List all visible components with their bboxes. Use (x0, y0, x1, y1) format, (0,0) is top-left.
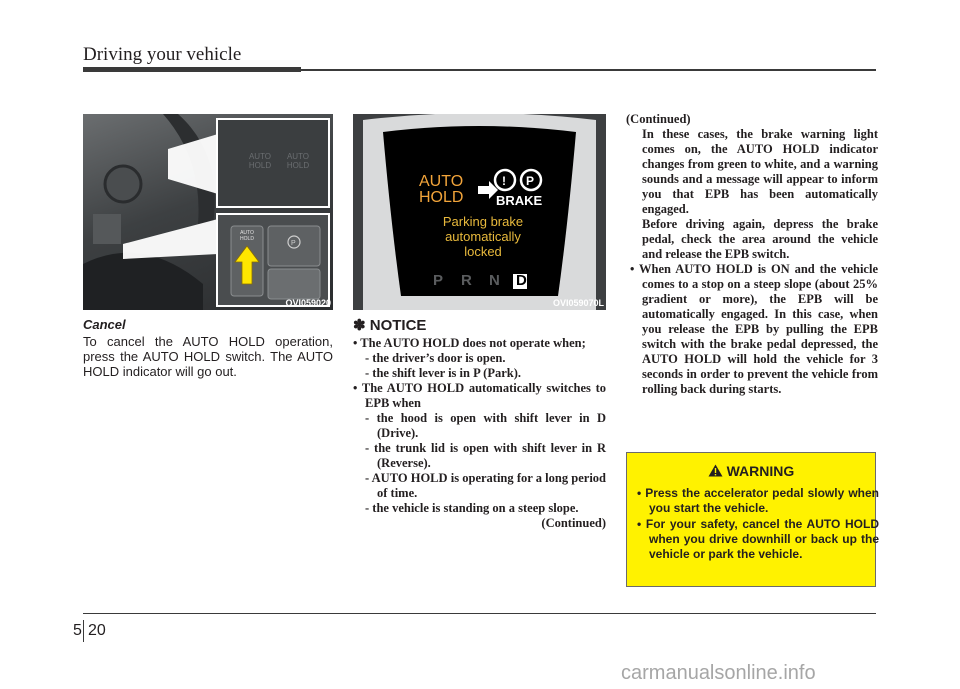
warning-triangle-icon (708, 464, 723, 477)
brake-label: BRAKE (496, 193, 543, 208)
page-separator (83, 620, 84, 642)
notice-item: - the shift lever is in P (Park). (365, 366, 521, 380)
svg-text:P: P (291, 240, 296, 247)
message-line-2: automatically (445, 229, 521, 244)
column3-continued: (Continued) (626, 112, 691, 126)
cluster-illustration (353, 114, 606, 310)
warning-title-text: WARNING (726, 463, 795, 479)
column3-paragraph-2: Before driving again, depress the brake pedal, check the area around the vehicle and release the EPB switch. (642, 217, 878, 261)
message-line-3: locked (464, 244, 502, 259)
cancel-title: Cancel (83, 317, 126, 332)
parking-brake-message (413, 214, 553, 259)
notice-item: - the trunk lid is open with shift lever in R (Reverse). (365, 441, 606, 470)
gear-r: R (461, 272, 472, 289)
header-rule-thick (83, 67, 301, 72)
console-label-1: AUTO HOLD (248, 152, 272, 170)
page-number: 20 (88, 622, 106, 639)
console-label-2: AUTO HOLD (286, 152, 310, 170)
gear-n: N (489, 272, 500, 289)
console-illustration (83, 114, 333, 310)
watermark: carmanualsonline.info (621, 662, 816, 684)
header-rule-thin (301, 69, 876, 71)
gear-p: P (433, 272, 444, 289)
column3 (626, 112, 878, 397)
svg-text:!: ! (502, 174, 506, 188)
notice-title-text: NOTICE (369, 317, 427, 334)
svg-text:P: P (526, 174, 535, 188)
figure1-caption: OVI059020 (285, 298, 331, 308)
notice-item: - AUTO HOLD is operating for a long period of time. (365, 471, 606, 500)
column3-bullet: • When AUTO HOLD is ON and the vehicle comes to a stop on a steep slope (about 25% gradient or more), the EPB will be automatically engaged. In this case, when you release the EPB by pulling the EPB switch with the brake pedal depressed, the AUTO HOLD will hold the vehicle for 3 seconds in order to prevent the vehicle from rolling back during starts. (630, 262, 878, 396)
warning-title (627, 463, 875, 479)
notice-symbol: ✽ (353, 317, 366, 334)
warning-item-2: • For your safety, cancel the AUTO HOLD when you drive downhill or back up the vehicle or park the vehicle. (637, 517, 879, 561)
notice-body (353, 336, 606, 531)
notice-item: - the driver’s door is open. (365, 351, 506, 365)
warning-item-1: • Press the accelerator pedal slowly when you start the vehicle. (637, 486, 879, 515)
section-number: 5 (73, 622, 82, 639)
warning-box (626, 452, 879, 587)
notice-bullet-2: • The AUTO HOLD automatically switches to EPB when (353, 381, 606, 410)
figure-cluster-display (353, 114, 606, 310)
column3-paragraph: In these cases, the brake warning light comes on, the AUTO HOLD indicator changes from green to white, and a warning sounds and a message will appear to inform you that EPB has been automatically engaged. (642, 127, 878, 216)
message-line-1: Parking brake (442, 214, 524, 229)
figure-console-photo (83, 114, 333, 310)
notice-bullet-1: • The AUTO HOLD does not operate when; (353, 336, 586, 350)
notice-item: - the hood is open with shift lever in D (Drive). (365, 411, 606, 440)
page-rule (83, 613, 876, 614)
figure2-caption: OVI059070L (552, 298, 604, 308)
gear-d: D (516, 272, 527, 289)
notice-continued: (Continued) (541, 516, 606, 530)
auto-hold-indicator: AUTO HOLD (419, 173, 464, 206)
auto-hold-switch-label: AUTO HOLD (240, 230, 254, 242)
header-title: Driving your vehicle (83, 44, 242, 65)
notice-item: - the vehicle is standing on a steep slope. (365, 501, 579, 515)
notice-title (353, 316, 426, 334)
cancel-body: To cancel the AUTO HOLD operation, press the AUTO HOLD switch. The AUTO HOLD indicator will go out. (83, 334, 333, 379)
